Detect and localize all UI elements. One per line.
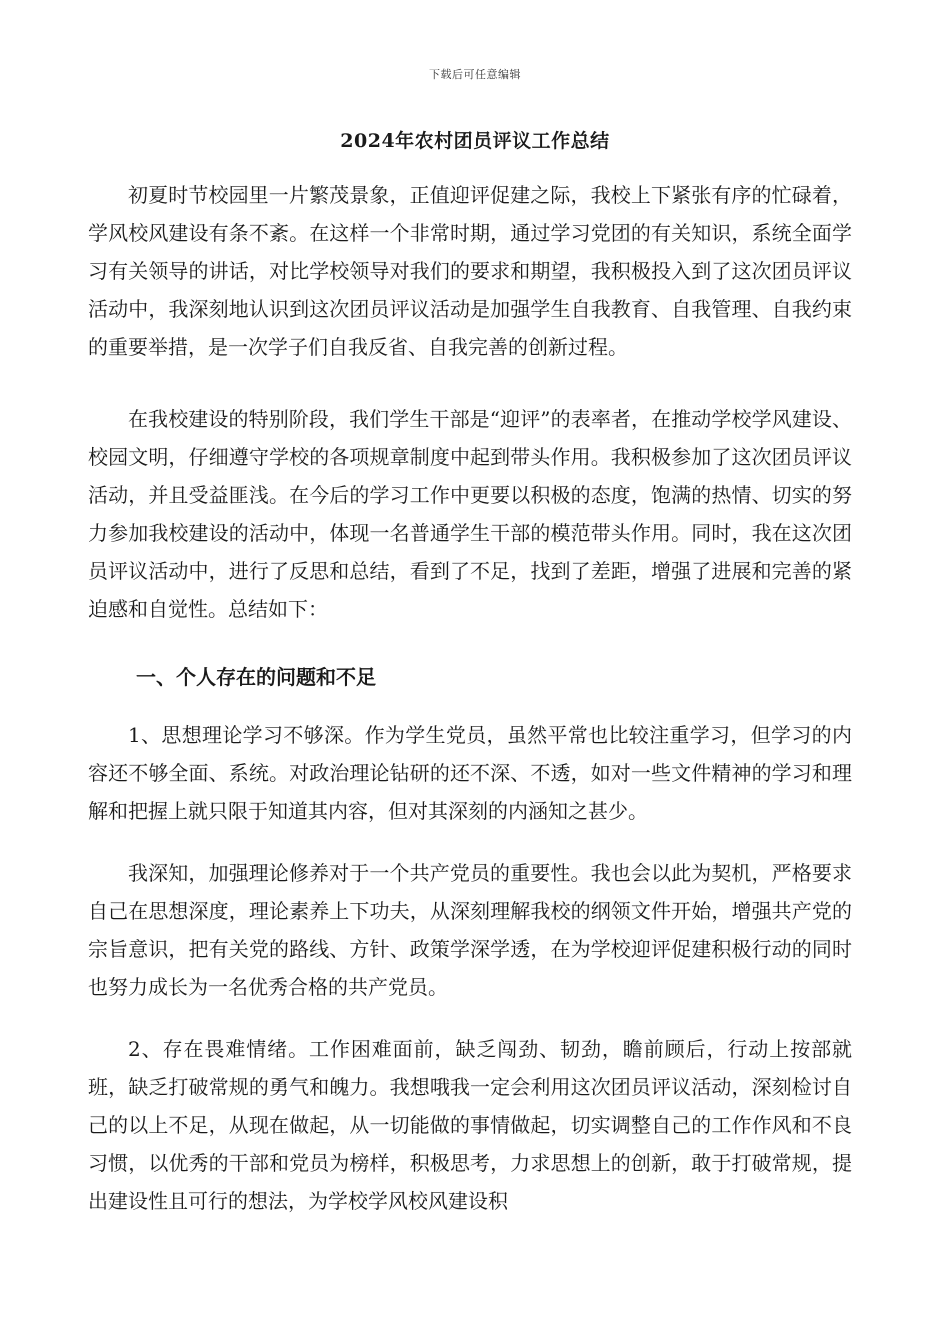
document-body	[88, 176, 852, 1220]
header-note: 下载后可任意编辑	[429, 68, 521, 81]
page-title: 2024年农村团员评议工作总结	[340, 130, 610, 152]
section-paragraph: 2、存在畏难情绪。工作困难面前，缺乏闯劲、韧劲，瞻前顾后，行动上按部就班，缺乏打破常规的勇气和魄力。我想哦我一定会利用这次团员评议活动，深刻检讨自己的以上不足，从现在做起，从一切能做的事情做起，切实调整自己的工作作风和不良习惯，以优秀的干部和党员为榜样，积极思考，力求思想上的创新，敢于打破常规，提出建设性且可行的想法，为学校学风校风建设积	[88, 1037, 852, 1213]
section-paragraph: 我深知，加强理论修养对于一个共产党员的重要性。我也会以此为契机，严格要求自己在思想深度，理论素养上下功夫，从深刻理解我校的纲领文件开始，增强共产党的宗旨意识，把有关党的路线、方针、政策学深学透，在为学校迎评促建积极行动的同时也努力成长为一名优秀合格的共产党员。	[88, 861, 852, 999]
section-paragraph: 1、思想理论学习不够深。作为学生党员，虽然平常也比较注重学习，但学习的内容还不够全面、系统。对政治理论钻研的还不深、不透，如对一些文件精神的学习和理解和把握上就只限于知道其内容，但对其深刻的内涵知之甚少。	[88, 723, 852, 823]
body-paragraph: 在我校建设的特别阶段，我们学生干部是“迎评”的表率者，在推动学校学风建设、校园文明，仔细遵守学校的各项规章制度中起到带头作用。我积极参加了这次团员评议活动，并且受益匪浅。在今后的学习工作中更要以积极的态度，饱满的热情、切实的努力参加我校建设的活动中，体现一名普通学生干部的模范带头作用。同时，我在这次团员评议活动中，进行了反思和总结，看到了不足，找到了差距，增强了进展和完善的紧迫感和自觉性。总结如下：	[88, 407, 852, 621]
body-paragraph: 初夏时节校园里一片繁茂景象，正值迎评促建之际，我校上下紧张有序的忙碌着，学风校风建设有条不紊。在这样一个非常时期，通过学习党团的有关知识，系统全面学习有关领导的讲话，对比学校领导对我们的要求和期望，我积极投入到了这次团员评议活动中，我深刻地认识到这次团员评议活动是加强学生自我教育、自我管理、自我约束的重要举措，是一次学子们自我反省、自我完善的创新过程。	[88, 183, 852, 359]
section-heading: 一、个人存在的问题和不足	[136, 665, 376, 689]
